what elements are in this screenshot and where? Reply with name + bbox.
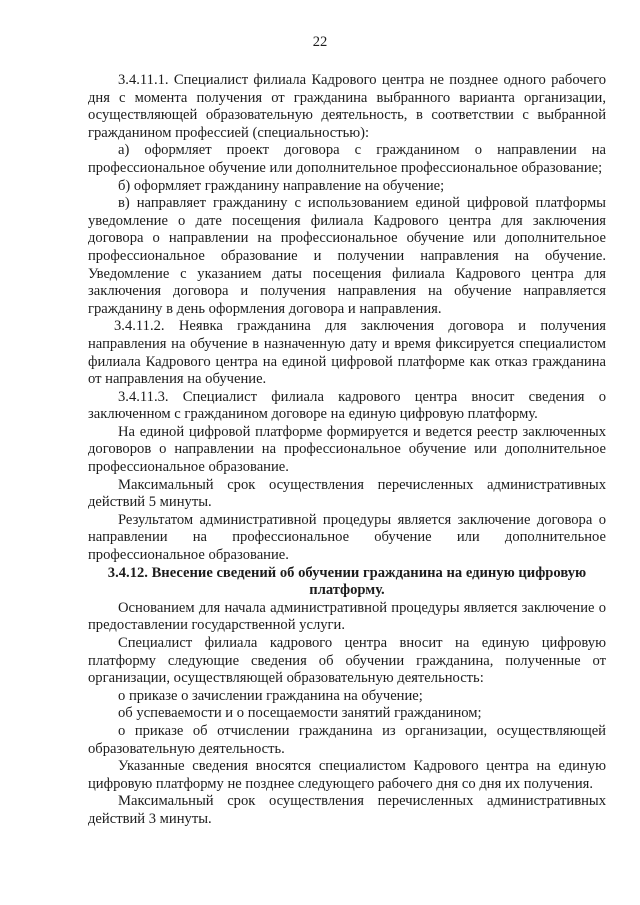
- paragraph-specialist-enters: Специалист филиала кадрового центра вносит на единую цифровую платформу следующие сведения об обучении гражданина, полученные от организации, осуществляющей образовательную деятельность:: [88, 635, 606, 687]
- paragraph-3-4-11-1: 3.4.11.1. Специалист филиала Кадрового центра не позднее одного рабочего дня с момента получения от гражданина выбранного варианта организации, осуществляющей образовательную деятельность, в соответствии с выбранной гражданином профессией (специальностью):: [88, 72, 606, 141]
- list-item-c: в) направляет гражданину с использованием единой цифровой платформы уведомление о дате посещения филиала Кадрового центра для заключения договора о направлении на профессиональное обучение или дополнительное профессиональное образование и получении направления на обучение. Уведомление с указанием даты посещения филиала Кадрового центра для заключения договора и получения направления на обучение направляется гражданину в день оформления договора и направления.: [88, 195, 606, 317]
- paragraph-max-time-3: Максимальный срок осуществления перечисленных административных действий 3 минуты.: [88, 793, 606, 827]
- paragraph-deadline: Указанные сведения вносятся специалистом Кадрового центра на единую цифровую платформу не позднее следующего рабочего дня со дня их получения.: [88, 758, 606, 792]
- paragraph-3-4-11-2: 3.4.11.2. Неявка гражданина для заключения договора и получения направления на обучение в назначенную дату и время фиксируется специалистом филиала Кадрового центра на единой цифровой платформе как отказ гражданина от направления на обучение.: [88, 318, 606, 388]
- list-item-enrollment: о приказе о зачислении гражданина на обучение;: [118, 687, 423, 704]
- paragraph-max-time-5: Максимальный срок осуществления перечисленных административных действий 5 минуты.: [88, 476, 606, 511]
- section-heading-3-4-12: 3.4.12. Внесение сведений об обучении гражданина на единую цифровую платформу.: [107, 564, 587, 599]
- list-item-b: б) оформляет гражданину направление на обучение;: [118, 177, 445, 194]
- list-item-a: а) оформляет проект договора с гражданином о направлении на профессиональное обучение или дополнительное профессиональное образование;: [88, 142, 606, 176]
- paragraph-basis: Основанием для начала административной процедуры является заключение о предоставлении государственной услуги.: [88, 599, 606, 634]
- page-number: 22: [312, 34, 328, 50]
- list-item-expulsion: о приказе об отчислении гражданина из организации, осуществляющей образовательную деятельность.: [88, 722, 606, 757]
- paragraph-registry: На единой цифровой платформе формируется и ведется реестр заключенных договоров о направлении на профессиональное обучение или дополнительное профессиональное образование.: [88, 423, 606, 476]
- paragraph-3-4-11-3: 3.4.11.3. Специалист филиала кадрового центра вносит сведения о заключенном с гражданином договоре на единую цифровую платформу.: [88, 388, 606, 423]
- paragraph-result: Результатом административной процедуры является заключение договора о направлении на профессиональное обучение или дополнительное профессиональное образование.: [88, 511, 606, 564]
- document-body: [88, 72, 606, 829]
- list-item-progress: об успеваемости и о посещаемости занятий гражданином;: [118, 705, 482, 722]
